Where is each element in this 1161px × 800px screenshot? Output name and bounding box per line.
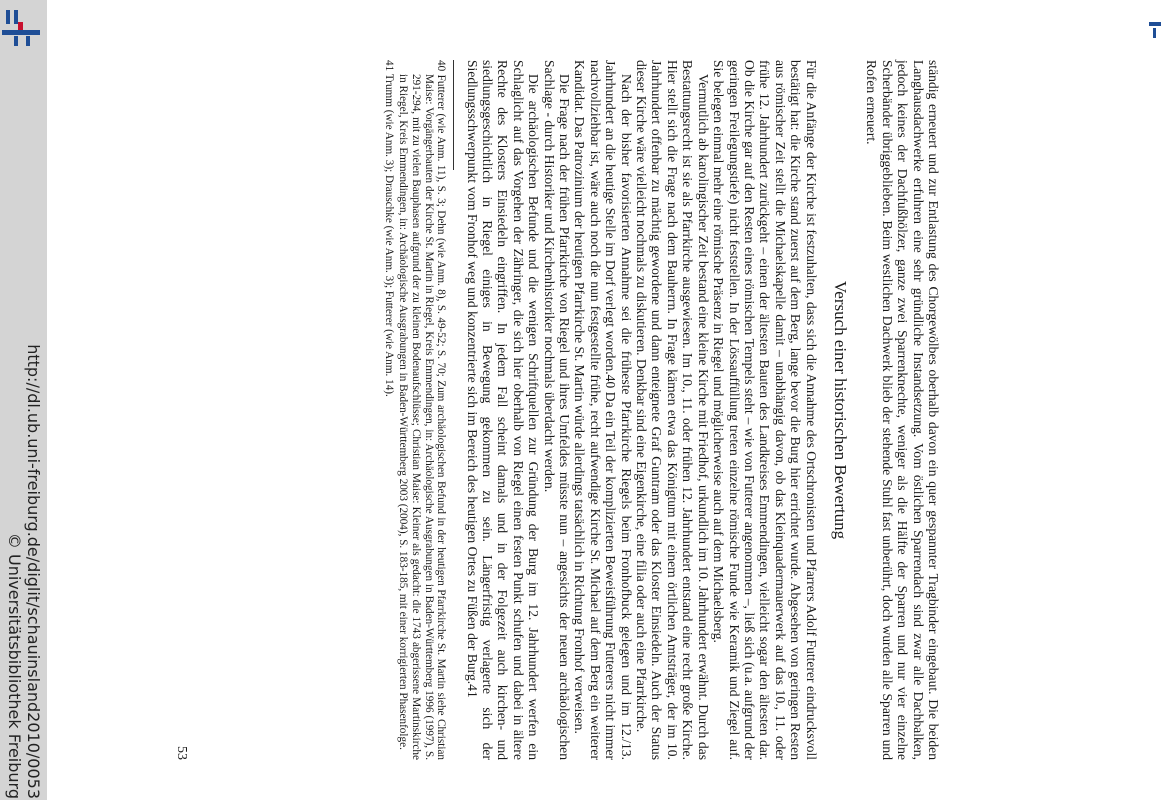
- footnote-divider: [453, 60, 454, 170]
- body-paragraph: Für die Anfänge der Kirche ist festzuhalten, dass sich die Annahme des Ortschronisten und Pfarrers Adolf Futterer eindrucksvoll bestätigt hat: die Kirche stand zuerst auf dem Berg, lange bevor die Burg hier errichtet wurde. Abgesehen von geringen Resten aus römischer Zeit stellt die Michaelskapelle damit – unabhängig davon, ob das Kleinquadermauerwerk auf das 10., 11. oder frühe 12. Jahrhundert zurückgeht – einen der ältesten Bauten des Landkreises Emmendingen, vielleicht sogar den ältesten dar. Ob die Kirche gar auf den Resten eines römischen Tempels steht – wie von Futterer angenommen –, ließ sich (u.a. aufgrund der geringen Freilegungstiefe) nicht feststellen. In der Lössauffüllung treten einzelne römische Funde wie Keramik und Ziegel auf. Sie belegen einmal mehr eine römische Präsenz in Riegel und möglicherweise auch auf dem Michaelsberg.: [711, 60, 819, 760]
- footnote: 40 Futterer (wie Anm. 11), S. 3; Dehn (wie Anm. 8), S. 49-52; S. 70; Zum archäologischen Befund in der heutigen Pfarrkirche St. Martin siehe Christian Maise: Vorgängerbauten der Kirche St. Martin in Riegel, Kreis Emmendingen, in: Archäologische Ausgrabungen in Baden-Württemberg 1996 (1997), S. 291-294, mit zu vielen Bauphasen aufgrund der zu kleinen Bodenaufschlüsse; Christian Maise: Kleiner als gedacht: die 1743 abgerissene Martinskirche in Riegel, Kreis Emmendingen, in: Archäologische Ausgrabungen in Baden-Württemberg 2003 (2004), S. 183-185, mit einer korrigierten Phasenfolge.: [397, 60, 448, 760]
- footnote: 41 Trumm (wie Anm. 3); Drauschke (wie Anm. 3); Futterer (wie Anm. 14).: [382, 60, 395, 397]
- body-paragraph: Die archäologischen Befunde und die wenigen Schriftquellen zur Gründung der Burg im 12. Jahrhundert werfen ein Schlaglicht auf das Vorgehen der Zähringer, die sich hier oberhalb von Riegel einen festen Punkt schufen und dabei in ältere Rechte des Klosters Einsiedeln eingriffen. In jedem Fall scheint damals und in der Folgezeit auch kirchen- und siedlungsgeschichtlich in Riegel einiges in Bewegung gekommen zu sein. Längerfristig verlagerte sich der Siedlungsschwerpunkt vom Fronhof weg und konzentrierte sich im Bereich des heutigen Ortes zu Füßen der Burg.41: [464, 60, 542, 760]
- body-paragraph: Die Frage nach der frühen Pfarrkirche von Riegel und ihres Umfeldes müsste nun – angesichts der neuen archäologischen Sachlage - durch Historiker und Kirchenhistoriker nochmals überdacht werden.: [541, 60, 573, 760]
- watermark-url: http://dl.ub.uni-freiburg.de/diglit/schauinsland2010/0053: [24, 344, 43, 799]
- body-paragraph: Nach der bisher favorisierten Annahme sei die früheste Pfarrkirche Riegels beim Fronhofbuck gelegen und im 12./13. Jahrhundert an die heutige Stelle im Dorf verlegt worden.40 Da ein Teil der komplizierten Beweisführung Futterers nicht immer nachvollziehbar ist, wäre auch noch die nun festgestellte frühe, recht aufwendige Kirche St. Michael auf dem Berg ein weiterer Kandidat. Das Patrozinium der heutigen Pfarrkirche St. Martin würde allerdings tatsächlich in Richtung Fronhof verweisen.: [572, 60, 634, 760]
- document-page: [171, 30, 941, 770]
- viewer-sidebar: [0, 0, 47, 800]
- section-heading: Versuch einer historischen Bewertung: [830, 280, 850, 540]
- watermark-copyright: © Universitätsbibliothek Freiburg: [5, 532, 24, 799]
- page-column: [380, 60, 941, 760]
- watermark-text: [5, 0, 43, 800]
- body-paragraph: Vermutlich ab karolingischer Zeit bestand eine kleine Kirche mit Friedhof, urkundlich im 10. Jahrhundert erwähnt. Durch das Bestattungsrecht ist sie als Pfarrkirche ausgewiesen. Im 10., 11. oder frühen 12. Jahrhundert entstand eine recht große Kirche. Hier stellt sich die Frage nach dem Bauherrn. In Frage kämen etwa das Königtum mit einem örtlichen Amtsträger, der im 10. Jahrhundert offenbar zu mächtig gewordene und dann enteignete Graf Guntram oder das Kloster Einsiedeln. Auch der Status dieser Kirche wäre vielleicht nochmals zu diskutieren. Denkbar sind eine Eigenkirche, eine filia oder auch eine Pfarrkirche.: [634, 60, 711, 760]
- intro-paragraph: ständig erneuert und zur Entlastung des Chorgewölbes oberhalb davon ein quer gespannter Tragbinder eingebaut. Die beiden Langhausdachwerke erfuhren eine sehr gründliche Instandsetzung. Vom östlichen Sparrendach sind zwar alle Dachbalken, jedoch keines der Dachfußhölzer, ganze zwei Sparrenknechte, weniger als die Hälfte der Sparren und nur vier einzelne Scherbänder übriggeblieben. Beim westlichen Dachwerk blieb der stehende Stuhl fast unberührt, doch wurden alle Sparren und Rofen erneuert.: [864, 60, 941, 760]
- page-number: 53: [174, 746, 189, 760]
- edge-logo-icon: [1149, 20, 1161, 40]
